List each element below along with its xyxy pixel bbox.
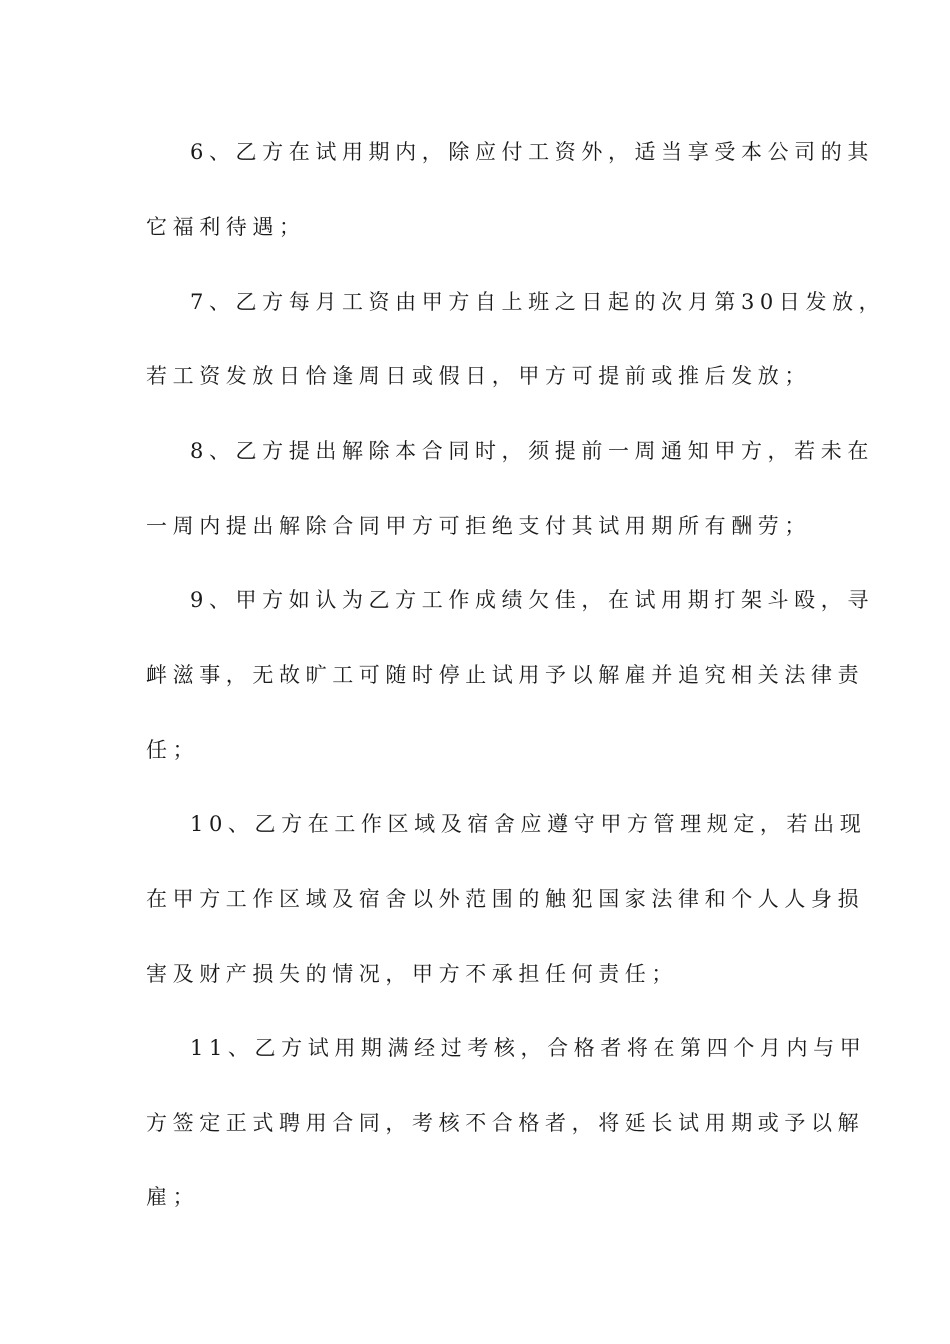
item-7-line-2: 若工资发放日恰逢周日或假日，甲方可提前或推后发放；	[146, 364, 811, 388]
item-10-line-2: 在甲方工作区域及宿舍以外范围的触犯国家法律和个人人身损	[146, 887, 865, 911]
item-11-line-2: 方签定正式聘用合同，考核不合格者，将延长试用期或予以解	[146, 1111, 865, 1135]
item-10-line-1: 10、乙方在工作区域及宿舍应遵守甲方管理规定，若出现	[190, 812, 867, 836]
item-8-line-2: 一周内提出解除合同甲方可拒绝支付其试用期所有酬劳；	[146, 514, 811, 538]
item-11-line-3: 雇；	[146, 1185, 200, 1209]
item-8-line-1: 8、乙方提出解除本合同时，须提前一周通知甲方，若未在	[190, 439, 874, 463]
item-9-line-2: 衅滋事，无故旷工可随时停止试用予以解雇并追究相关法律责	[146, 663, 865, 687]
item-7-line-1: 7、乙方每月工资由甲方自上班之日起的次月第30日发放，	[190, 290, 886, 314]
item-10-line-3: 害及财产损失的情况，甲方不承担任何责任；	[146, 962, 678, 986]
item-9-line-3: 任；	[146, 738, 200, 762]
item-6-line-1: 6、乙方在试用期内，除应付工资外，适当享受本公司的其	[190, 140, 874, 164]
item-11-line-1: 11、乙方试用期满经过考核，合格者将在第四个月内与甲	[190, 1036, 867, 1060]
item-6-line-2: 它福利待遇；	[146, 215, 306, 239]
item-9-line-1: 9、甲方如认为乙方工作成绩欠佳，在试用期打架斗殴，寻	[190, 588, 874, 612]
